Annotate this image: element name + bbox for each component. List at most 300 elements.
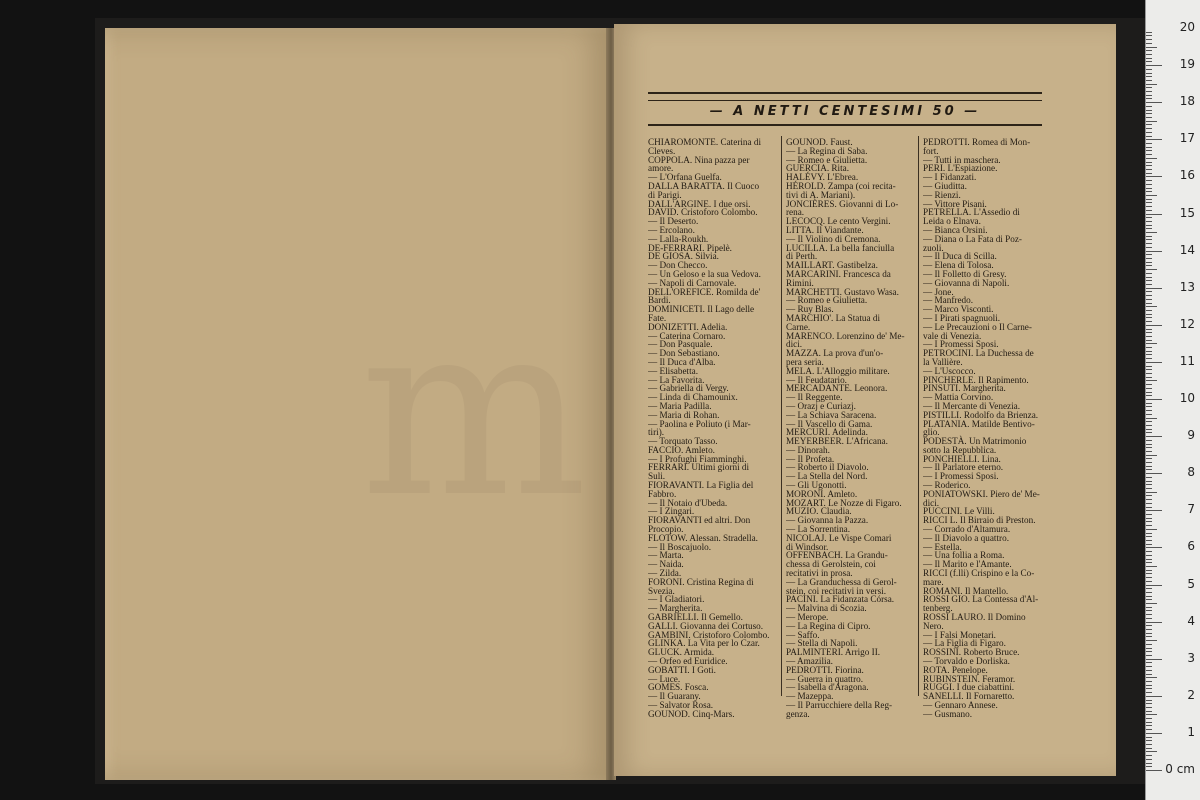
ruler-tick	[1146, 755, 1152, 756]
ruler-tick	[1146, 280, 1152, 281]
ruler-tick	[1146, 766, 1152, 767]
catalog-entry: — Gabriella di Vergy.	[648, 383, 729, 394]
header-bottom-rule	[648, 124, 1042, 126]
ruler-tick	[1146, 425, 1152, 426]
catalog-entry: MUZIO. Claudia.	[786, 506, 852, 517]
catalog-entry: — Maria Padilla.	[648, 400, 712, 411]
ruler-tick	[1146, 299, 1152, 300]
catalog-entry: — Gusmano.	[923, 708, 972, 719]
catalog-entry: — Romeo e Giulietta.	[786, 154, 868, 165]
catalog-entry: — Il Marito e l'Amante.	[923, 559, 1012, 570]
ruler-tick	[1146, 418, 1157, 419]
ruler-tick	[1146, 392, 1152, 393]
catalog-entry: — Il Duca di Scilla.	[923, 251, 997, 262]
ruler-tick	[1146, 444, 1152, 445]
ruler-tick	[1146, 495, 1152, 496]
catalog-entry: pera seria.	[786, 356, 824, 367]
catalog-entry: ROSSI GIO. La Contessa d'Al-	[923, 594, 1039, 605]
catalog-entry: — Il Feudatario.	[786, 374, 847, 385]
catalog-entry: GOMES. Fosca.	[648, 682, 709, 693]
catalog-entry: — Dinorah.	[786, 444, 830, 455]
catalog-entry: GOBATTI. I Goti.	[648, 664, 716, 675]
catalog-entry: — Le Precauzioni o Il Carne-	[923, 321, 1032, 332]
catalog-entry: — Il Deserto.	[648, 216, 699, 227]
catalog-entry: — Il Diavolo a quattro.	[923, 532, 1009, 543]
catalog-entry: — Il Mercante di Venezia.	[923, 400, 1021, 411]
ruler-tick	[1146, 277, 1152, 278]
catalog-entry: — Gli Ugonotti.	[786, 480, 847, 491]
ruler-cm-label: 4	[1187, 613, 1195, 628]
catalog-entry: — Malvina di Scozia.	[786, 603, 867, 614]
catalog-entry: — Tutti in maschera.	[923, 154, 1001, 165]
ruler-tick	[1146, 429, 1152, 430]
catalog-entry: PONIATOWSKI. Piero de' Me-	[923, 488, 1040, 499]
catalog-entry: FORONI. Cristina Regina di	[648, 576, 754, 587]
measurement-ruler	[1145, 0, 1200, 800]
catalog-entry: tiri).	[648, 427, 665, 438]
ruler-tick	[1146, 432, 1152, 433]
ruler-cm-label: 11	[1179, 353, 1195, 368]
catalog-entry: MAILLART. Gastibelza.	[786, 260, 878, 271]
catalog-entry: LUCILLA. La bella fanciulla	[786, 242, 895, 253]
ruler-tick	[1146, 76, 1152, 77]
ruler-tick	[1146, 399, 1162, 400]
ruler-tick	[1146, 87, 1152, 88]
ruler-cm-label: 19	[1179, 57, 1195, 72]
ruler-tick	[1146, 343, 1157, 344]
ruler-tick	[1146, 388, 1152, 389]
ruler-tick	[1146, 462, 1152, 463]
ruler-tick	[1146, 685, 1152, 686]
catalog-entry: JONCIÈRES. Giovanni di Lo-	[786, 198, 899, 209]
catalog-entry: MARCHETTI. Gustavo Wasa.	[786, 286, 899, 297]
ruler-tick	[1146, 451, 1152, 452]
ruler-cm-label: 12	[1179, 316, 1195, 331]
catalog-entry: — Il Guarany.	[648, 691, 701, 702]
ruler-tick	[1146, 529, 1157, 530]
ruler-cm-label: 7	[1187, 502, 1195, 517]
ruler-tick	[1146, 162, 1152, 163]
catalog-entry: — Zilda.	[648, 568, 682, 579]
ruler-tick	[1146, 169, 1152, 170]
catalog-entry: — La Figlia di Figaro.	[923, 638, 1006, 649]
catalog-entry: Svezia.	[648, 585, 675, 596]
ruler-tick	[1146, 117, 1152, 118]
ruler-tick	[1146, 336, 1152, 337]
catalog-entry: — La Favorita.	[648, 374, 705, 385]
ruler-tick	[1146, 681, 1152, 682]
ruler-tick	[1146, 547, 1162, 548]
catalog-entry: — Amazilia.	[786, 656, 833, 667]
catalog-entry: — Il Vascello di Gama.	[786, 418, 873, 429]
ruler-tick	[1146, 544, 1152, 545]
catalog-entry: — Don Checco.	[648, 260, 708, 271]
ruler-tick	[1146, 666, 1152, 667]
ruler-tick	[1146, 347, 1152, 348]
catalog-entry: Fate.	[648, 312, 667, 323]
ruler-tick	[1146, 585, 1162, 586]
ruler-tick	[1146, 670, 1152, 671]
catalog-entry: Rimini.	[786, 277, 814, 288]
ruler-cm-label: 2	[1187, 687, 1195, 702]
ruler-cm-label: 0 cm	[1165, 762, 1195, 776]
catalog-entry: Carne.	[786, 321, 811, 332]
ruler-tick	[1146, 358, 1152, 359]
catalog-entry: sotto la Repubblica.	[923, 444, 997, 455]
catalog-entry: — Romeo e Giulietta.	[786, 295, 868, 306]
catalog-entry: dici.	[786, 339, 803, 350]
ruler-tick	[1146, 124, 1152, 125]
catalog-entry: GLUCK. Armida.	[648, 647, 715, 658]
ruler-tick	[1146, 362, 1162, 363]
catalog-entry: PUCCINI. Le Villi.	[923, 506, 995, 517]
ruler-tick	[1146, 674, 1152, 675]
catalog-entry: — I Promessi Sposi.	[923, 339, 999, 350]
catalog-entry: LECOCQ. Le cento Vergini.	[786, 216, 891, 227]
ruler-tick	[1146, 202, 1152, 203]
catalog-entry: — Mazeppa.	[786, 691, 834, 702]
catalog-entry: NICOLAJ. Le Vispe Comari	[786, 532, 892, 543]
ruler-tick	[1146, 269, 1157, 270]
catalog-entry: amore.	[648, 163, 674, 174]
catalog-entry: ROTA. Penelope.	[923, 664, 988, 675]
ruler-tick	[1146, 54, 1152, 55]
ruler-tick	[1146, 533, 1152, 534]
catalog-entry: la Vallière.	[923, 356, 963, 367]
catalog-entry: MOZART. Le Nozze di Figaro.	[786, 497, 902, 508]
ruler-tick	[1146, 455, 1157, 456]
catalog-entry: — Paolina e Poliuto (i Mar-	[648, 418, 751, 429]
catalog-entry: ROSSI LAURO. Il Domino	[923, 612, 1026, 623]
ruler-tick	[1146, 566, 1157, 567]
catalog-entry: — Estella.	[923, 541, 962, 552]
catalog-entry: — Il Violino di Cremona.	[786, 233, 881, 244]
catalog-entry: LITTA. Il Viandante.	[786, 224, 864, 235]
ruler-tick	[1146, 562, 1152, 563]
catalog-entry: — Manfredo.	[923, 295, 974, 306]
ruler-tick	[1146, 288, 1162, 289]
ruler-tick	[1146, 492, 1157, 493]
catalog-entry: — L'Uscocco.	[923, 365, 976, 376]
catalog-column-3	[923, 138, 1049, 719]
catalog-entry: HÉROLD. Zampa (coi recita-	[786, 180, 896, 191]
catalog-entry: DALLA BARATTA. Il Cuoco	[648, 180, 760, 191]
catalog-entry: — Il Duca d'Alba.	[648, 356, 716, 367]
catalog-entry: Leida o Elnava.	[923, 216, 981, 227]
ruler-tick	[1146, 707, 1152, 708]
ruler-tick	[1146, 113, 1152, 114]
catalog-entry: GAMBINI. Cristoforo Colombo.	[648, 629, 770, 640]
ruler-tick	[1146, 651, 1152, 652]
catalog-entry: PEDROTTI. Romea di Mon-	[923, 138, 1031, 147]
ruler-tick	[1146, 173, 1152, 174]
ruler-tick	[1146, 154, 1152, 155]
ruler-tick	[1146, 507, 1152, 508]
ruler-tick	[1146, 184, 1152, 185]
ruler-tick	[1146, 414, 1152, 415]
catalog-entry: — Il Parrucchiere della Reg-	[786, 700, 893, 710]
ruler-cm-label: 1	[1187, 724, 1195, 739]
catalog-entry: — I Zingari.	[648, 506, 695, 517]
ruler-tick	[1146, 265, 1152, 266]
catalog-entry: DELL'OREFICE. Romilda de'	[648, 286, 761, 297]
ruler-tick	[1146, 395, 1152, 396]
ruler-tick	[1146, 351, 1152, 352]
catalog-entry: — Elena di Tolosa.	[923, 260, 994, 271]
catalog-entry: Procopio.	[648, 524, 684, 535]
catalog-entry: DE-FERRARI. Pipelè.	[648, 242, 732, 253]
ruler-tick	[1146, 469, 1152, 470]
ruler-tick	[1146, 603, 1157, 604]
catalog-entry: GALLI. Giovanna dei Cortuso.	[648, 620, 764, 631]
ruler-tick	[1146, 640, 1157, 641]
ruler-tick	[1146, 121, 1157, 122]
catalog-entry: — Roderico.	[923, 480, 971, 491]
ruler-tick	[1146, 607, 1152, 608]
ruler-tick	[1146, 751, 1157, 752]
catalog-entry: RICCI (f.lli) Crispino e la Co-	[923, 568, 1035, 579]
catalog-entry: — Margherita.	[648, 603, 703, 614]
catalog-entry: DOMINICETI. Il Lago delle	[648, 304, 755, 315]
ruler-tick	[1146, 570, 1152, 571]
ruler-tick	[1146, 577, 1152, 578]
catalog-entry: — Rienzi.	[923, 189, 961, 200]
catalog-entry: — Corrado d'Altamura.	[923, 524, 1011, 535]
ruler-tick	[1146, 596, 1152, 597]
catalog-entry: SANELLI. Il Fornaretto.	[923, 691, 1015, 702]
catalog-entry: — Saffo.	[786, 629, 820, 640]
ruler-tick	[1146, 132, 1152, 133]
catalog-entry: — Una follia a Roma.	[923, 550, 1005, 561]
catalog-entry: — Luce.	[648, 673, 681, 684]
ruler-tick	[1146, 481, 1152, 482]
ruler-tick	[1146, 258, 1152, 259]
catalog-entry: — La Regina di Saba.	[786, 145, 868, 156]
catalog-entry: genza.	[786, 708, 810, 719]
ruler-tick	[1146, 744, 1152, 745]
catalog-entry: — Vittore Pisani.	[923, 198, 987, 209]
ruler-tick	[1146, 58, 1152, 59]
catalog-entry: — Il Parlatore eterno.	[923, 462, 1004, 473]
ruler-tick	[1146, 581, 1152, 582]
catalog-entry: — La Granduchessa di Gerol-	[786, 576, 897, 587]
catalog-entry: DAVID. Cristoforo Colombo.	[648, 207, 758, 218]
catalog-entry: — Elisabetta.	[648, 365, 699, 376]
catalog-entry: — Don Sebastiano.	[648, 348, 720, 359]
ruler-tick	[1146, 540, 1152, 541]
ruler-tick	[1146, 102, 1162, 103]
catalog-entry: PACINI. La Fidanzata Córsa.	[786, 594, 895, 605]
catalog-entry: — Il Boscajuolo.	[648, 541, 712, 552]
catalog-entry: ROMANI. Il Mantello.	[923, 585, 1009, 596]
catalog-entry: COPPOLA. Nina pazza per	[648, 154, 750, 165]
ruler-tick	[1146, 718, 1152, 719]
catalog-entry: — Isabella d'Aragona.	[786, 682, 869, 693]
ruler-tick	[1146, 150, 1152, 151]
catalog-entry: RICCI L. Il Birraio di Preston.	[923, 515, 1036, 526]
ruler-tick	[1146, 210, 1152, 211]
ruler-tick	[1146, 655, 1152, 656]
ruler-tick	[1146, 384, 1152, 385]
ruler-cm-label: 13	[1179, 279, 1195, 294]
catalog-entry: — La Schiava Saracena.	[786, 409, 877, 420]
catalog-entry: Bardi.	[648, 295, 671, 306]
catalog-entry: glio.	[923, 427, 940, 438]
ruler-tick	[1146, 214, 1162, 215]
catalog-entry: — Torvaldo e Dorliska.	[923, 656, 1010, 667]
ruler-cm-label: 9	[1187, 428, 1195, 443]
ruler-tick	[1146, 703, 1152, 704]
ruler-tick	[1146, 369, 1152, 370]
ruler-tick	[1146, 236, 1152, 237]
ruler-tick	[1146, 98, 1152, 99]
ruler-tick	[1146, 599, 1152, 600]
ruler-tick	[1146, 206, 1152, 207]
ruler-tick	[1146, 573, 1152, 574]
ruler-tick	[1146, 243, 1152, 244]
ruler-tick	[1146, 295, 1152, 296]
ruler-tick	[1146, 84, 1157, 85]
catalog-entry: — Il Notaio d'Ubeda.	[648, 497, 728, 508]
catalog-entry: — Marco Visconti.	[923, 304, 994, 315]
ruler-tick	[1146, 484, 1152, 485]
ruler-cm-label: 16	[1179, 168, 1195, 183]
catalog-entry: — Giovanna la Pazza.	[786, 515, 869, 526]
ruler-tick	[1146, 65, 1162, 66]
catalog-entry: di Perth.	[786, 251, 818, 262]
ruler-tick	[1146, 711, 1152, 712]
header-top-rule	[648, 92, 1042, 101]
ruler-cm-label: 10	[1179, 391, 1195, 405]
ruler-tick	[1146, 406, 1152, 407]
ruler-tick	[1146, 188, 1152, 189]
catalog-entry: — Bianca Orsini.	[923, 224, 988, 235]
catalog-entry: — Diana o La Fata di Poz-	[923, 233, 1022, 244]
ruler-cm-label: 5	[1187, 576, 1195, 591]
catalog-entry: MAZZA. La prova d'un'o-	[786, 348, 884, 359]
catalog-entry: RUGGI. I due ciabattini.	[923, 682, 1015, 693]
ruler-tick	[1146, 273, 1152, 274]
catalog-entry: — Ercolano.	[648, 224, 695, 235]
ruler-cm-label: 20	[1179, 20, 1195, 34]
catalog-entry: zuoli.	[923, 242, 944, 253]
ruler-tick	[1146, 729, 1152, 730]
catalog-entry: — Gennaro Annese.	[923, 700, 998, 710]
ruler-tick	[1146, 232, 1157, 233]
catalog-entry: — I Fidanzati.	[923, 172, 977, 183]
ruler-tick	[1146, 644, 1152, 645]
ruler-tick	[1146, 239, 1152, 240]
ruler-tick	[1146, 618, 1152, 619]
catalog-entry: GLINKA. La Vita per lo Czar.	[648, 638, 760, 649]
catalog-entry: GABRIELLI. Il Gemello.	[648, 612, 743, 623]
catalog-entry: tivi di A. Mariani).	[786, 189, 856, 200]
ruler-tick	[1146, 696, 1162, 697]
ruler-tick	[1146, 521, 1152, 522]
catalog-entry: PODESTÀ. Un Matrimonio	[923, 436, 1027, 447]
ruler-tick	[1146, 221, 1152, 222]
ruler-tick	[1146, 39, 1152, 40]
ruler-tick	[1146, 518, 1152, 519]
catalog-entry: — Il Folletto di Gresy.	[923, 268, 1007, 279]
catalog-entry: PETROCINI. La Duchessa de	[923, 348, 1034, 359]
catalog-entry: GOUNOD. Cinq-Mars.	[648, 708, 735, 719]
ruler-tick	[1146, 128, 1152, 129]
ruler-tick	[1146, 147, 1152, 148]
ruler-tick	[1146, 373, 1152, 374]
ruler-tick	[1146, 763, 1152, 764]
ruler-tick	[1146, 332, 1152, 333]
catalog-entry: HALÉVY. L'Ebrea.	[786, 172, 859, 183]
catalog-entry: rena.	[786, 207, 805, 218]
ruler-tick	[1146, 195, 1157, 196]
catalog-entry: — Naida.	[648, 559, 684, 570]
ruler-tick	[1146, 377, 1152, 378]
catalog-entry: OFFENBACH. La Grandu-	[786, 550, 888, 561]
catalog-entry: MARENCO. Lorenzino de' Me-	[786, 330, 905, 341]
ruler-tick	[1146, 139, 1162, 140]
ruler-tick	[1146, 592, 1152, 593]
catalog-entry: — Lalla-Roukh.	[648, 233, 709, 244]
ruler-cm-label: 8	[1187, 465, 1195, 480]
ruler-tick	[1146, 310, 1152, 311]
catalog-entry: stein, coi recitativi in versi.	[786, 585, 887, 596]
ruler-tick	[1146, 47, 1157, 48]
ruler-cm-label: 18	[1179, 94, 1195, 109]
ruler-tick	[1146, 176, 1162, 177]
catalog-entry: — Orazj e Curiazj.	[786, 400, 856, 411]
catalog-entry: — Merope.	[786, 612, 829, 623]
catalog-entry: — Orfeo ed Euridice.	[648, 656, 728, 667]
catalog-entry: GUERCIA. Rita.	[786, 163, 850, 174]
catalog-entry: chessa di Gerolstein, coi	[786, 559, 876, 570]
ruler-tick	[1146, 436, 1162, 437]
catalog-entry: GOUNOD. Faust.	[786, 138, 853, 147]
ruler-cm-label: 14	[1179, 242, 1195, 257]
ruler-tick	[1146, 61, 1152, 62]
ruler-tick	[1146, 306, 1157, 307]
ruler-tick	[1146, 458, 1152, 459]
catalog-entry: MEYERBEER. L'Africana.	[786, 436, 888, 447]
catalog-entry: — Marta.	[648, 550, 684, 561]
ruler-tick	[1146, 251, 1162, 252]
ruler-tick	[1146, 610, 1152, 611]
catalog-entry: — Mattia Corvino.	[923, 392, 994, 403]
catalog-entry: — I Pirati spagnuoli.	[923, 312, 1001, 323]
ruler-tick	[1146, 321, 1152, 322]
ruler-tick	[1146, 614, 1152, 615]
catalog-entry: FERRARI. Ultimi giorni di	[648, 462, 750, 473]
catalog-entry: — La Sorrentina.	[786, 524, 851, 535]
ruler-tick	[1146, 659, 1162, 660]
ruler-tick	[1146, 466, 1152, 467]
catalog-entry: — I Profughi Fiamminghi.	[648, 453, 747, 464]
catalog-entry: Fabbro.	[648, 488, 677, 499]
ruler-tick	[1146, 748, 1152, 749]
ruler-tick	[1146, 228, 1152, 229]
catalog-entry: fort.	[923, 145, 939, 156]
catalog-entry: — Il Reggente.	[786, 392, 843, 403]
catalog-column-1	[648, 138, 774, 719]
ruler-tick	[1146, 503, 1152, 504]
ruler-cm-label: 6	[1187, 539, 1195, 554]
catalog-entry: — La Stella del Nord.	[786, 471, 868, 482]
ruler-tick	[1146, 692, 1152, 693]
catalog-entry: ROSSINI. Roberto Bruce.	[923, 647, 1020, 658]
ruler-tick	[1146, 91, 1152, 92]
ruler-tick	[1146, 225, 1152, 226]
ruler-tick	[1146, 473, 1162, 474]
